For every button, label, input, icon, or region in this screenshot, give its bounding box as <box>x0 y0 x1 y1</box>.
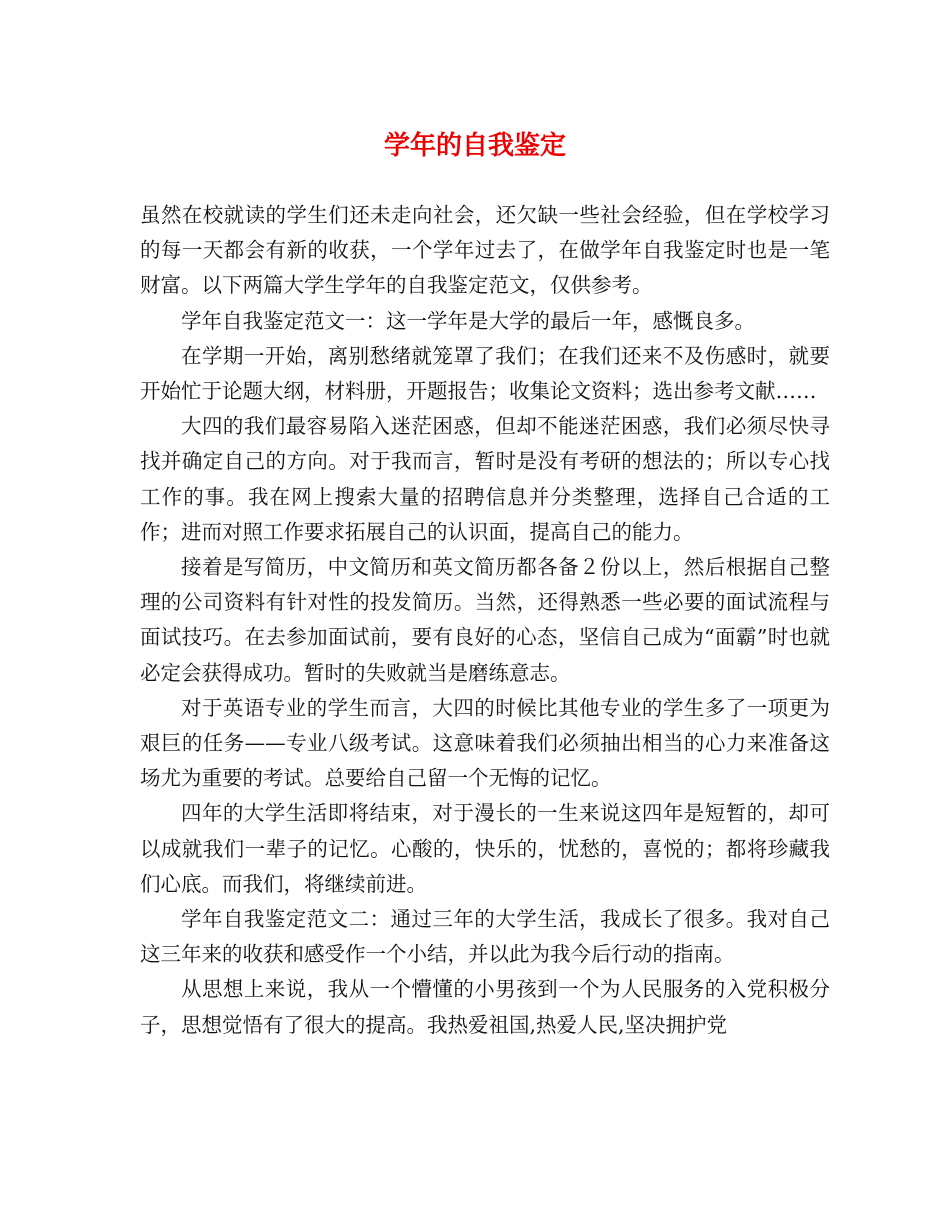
paragraph: 对于英语专业的学生而言，大四的时候比其他专业的学生多了一项更为艰巨的任务——专业八级考试。这意味着我们必须抽出相当的心力来准备这场尤为重要的考试。总要给自己留一个无悔的记忆。 <box>140 695 830 791</box>
paragraph: 学年自我鉴定范文二：通过三年的大学生活，我成长了很多。我对自己这三年来的收获和感受作一个小结，并以此为我今后行动的指南。 <box>140 907 830 967</box>
paragraph: 接着是写简历，中文简历和英文简历都各备２份以上，然后根据自己整理的公司资料有针对性的投发简历。当然，还得熟悉一些必要的面试流程与面试技巧。在去参加面试前，要有良好的心态，坚信自己成为“面霸”时也就必定会获得成功。暂时的失败就当是磨练意志。 <box>140 555 830 685</box>
paragraph: 在学期一开始，离别愁绪就笼罩了我们；在我们还来不及伤感时，就要开始忙于论题大纲，材料册，开题报告；收集论文资料；选出参考文献…… <box>140 343 830 404</box>
paragraph: 四年的大学生活即将结束，对于漫长的一生来说这四年是短暂的，却可以成就我们一辈子的记忆。心酸的，快乐的，忧愁的，喜悦的；都将珍藏我们心底。而我们，将继续前进。 <box>140 801 830 896</box>
document-title: 学年的自我鉴定 <box>383 131 566 161</box>
paragraph: 大四的我们最容易陷入迷茫困惑，但却不能迷茫困惑，我们必须尽快寻找并确定自己的方向。对于我而言，暂时是没有考研的想法的；所以专心找工作的事。我在网上搜索大量的招聘信息并分类整理，选择自己合适的工作；进而对照工作要求拓展自己的认识面，提高自己的能力。 <box>140 414 830 544</box>
paragraph: 从思想上来说，我从一个懵懂的小男孩到一个为人民服务的入党积极分子，思想觉悟有了很大的提高。我热爱祖国,热爱人民,坚决拥护党 <box>140 977 830 1037</box>
paragraph-intro: 虽然在校就读的学生们还未走向社会，还欠缺一些社会经验，但在学校学习的每一天都会有新的收获，一个学年过去了，在做学年自我鉴定时也是一笔财富。以下两篇大学生学年的自我鉴定范文，仅供参考。 <box>140 203 830 298</box>
paragraph: 学年自我鉴定范文一：这一学年是大学的最后一年，感慨良多。 <box>181 308 755 333</box>
document-body <box>140 198 830 1043</box>
